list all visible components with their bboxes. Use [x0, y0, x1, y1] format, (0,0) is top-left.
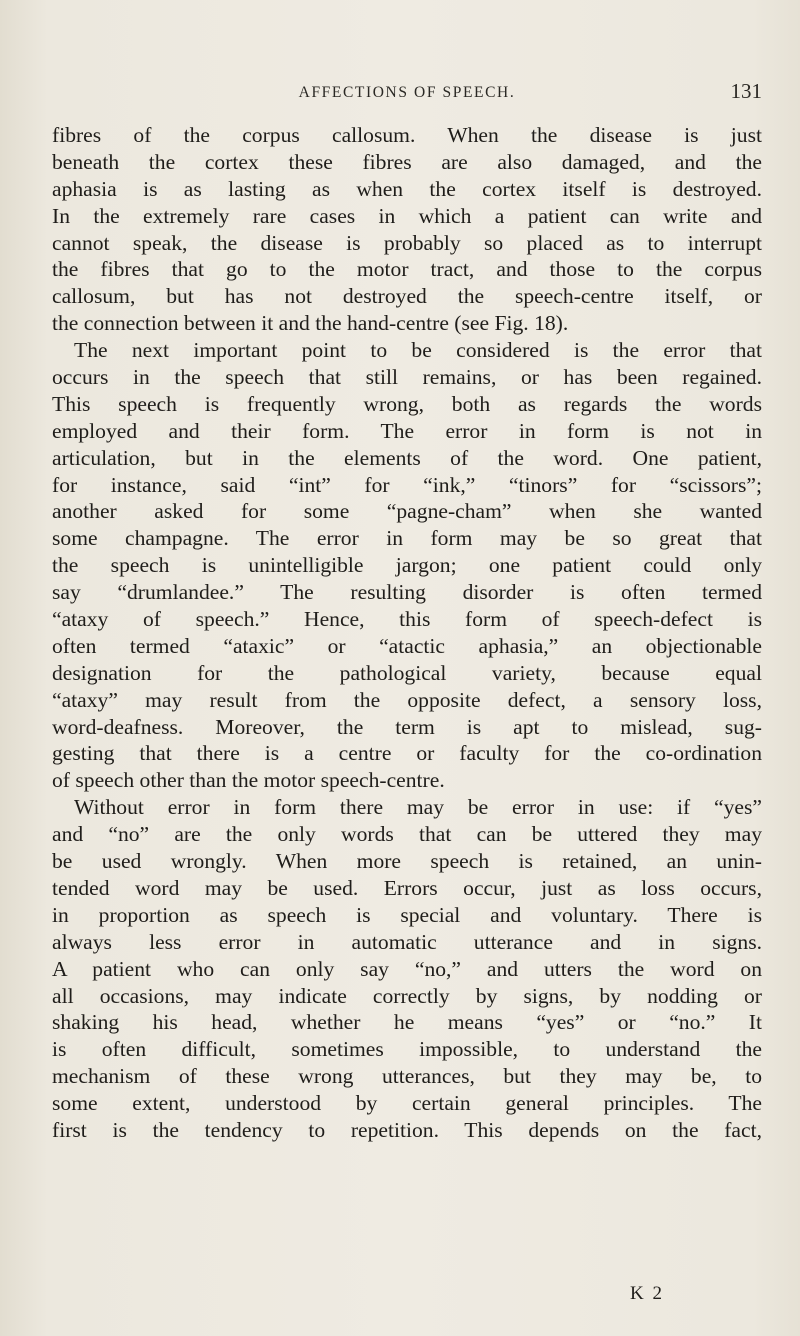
text-line: always less error in automatic utterance and in signs.	[52, 929, 762, 954]
text-line: occurs in the speech that still remains, or has been regained.	[52, 365, 762, 390]
text-line: of speech other than the motor speech-centre.	[52, 768, 445, 793]
text-line: Without error in form there may be error in use: if “yes”	[74, 795, 762, 820]
page-number: 131	[730, 79, 762, 103]
text-line: all occasions, may indicate correctly by signs, by nodding or	[52, 983, 762, 1008]
text-line: is often difficult, sometimes impossible, to understand the	[52, 1037, 762, 1062]
text-line: articulation, but in the elements of the word. One patient,	[52, 445, 762, 470]
text-line: another asked for some “pagne-cham” when she wanted	[52, 499, 762, 524]
text-line: and “no” are the only words that can be uttered they may	[52, 822, 762, 847]
text-line: “ataxy of speech.” Hence, this form of speech-defect is	[52, 607, 762, 632]
text-line: gesting that there is a centre or faculty for the co-ordination	[52, 741, 762, 766]
text-line: the speech is unintelligible jargon; one patient could only	[52, 553, 762, 578]
text-line: aphasia is as lasting as when the cortex itself is destroyed.	[52, 176, 762, 201]
text-line: some champagne. The error in form may be so great that	[52, 526, 762, 551]
text-line: some extent, understood by certain general principles. The	[52, 1091, 762, 1116]
text-line: first is the tendency to repetition. This depends on the fact,	[52, 1117, 762, 1142]
text-line: This speech is frequently wrong, both as regards the words	[52, 391, 762, 416]
text-line: shaking his head, whether he means “yes” or “no.” It	[52, 1010, 762, 1035]
text-line: fibres of the corpus callosum. When the disease is just	[52, 123, 762, 147]
text-line: often termed “ataxic” or “atactic aphasia,” an objectionable	[52, 633, 762, 658]
text-line: mechanism of these wrong utterances, but they may be, to	[52, 1064, 762, 1089]
text-line: beneath the cortex these fibres are also damaged, and the	[52, 149, 762, 174]
text-line: tended word may be used. Errors occur, just as loss occurs,	[52, 875, 762, 900]
text-line: employed and their form. The error in form is not in	[52, 418, 762, 443]
text-line: designation for the pathological variety, because equal	[52, 660, 762, 685]
text-line: in proportion as speech is special and voluntary. There is	[52, 902, 762, 927]
text-line: The next important point to be considered is the error that	[74, 338, 762, 363]
running-head: AFFECTIONS OF SPEECH.	[298, 84, 516, 101]
text-line: callosum, but has not destroyed the speech-centre itself, or	[52, 284, 762, 309]
body-text	[52, 122, 762, 1144]
text-line: say “drumlandee.” The resulting disorder is often termed	[52, 580, 762, 605]
text-line: word-deafness. Moreover, the term is apt to mislead, sug-	[52, 714, 762, 739]
signature-mark: K 2	[630, 1283, 664, 1304]
page-header	[52, 76, 762, 116]
text-line: cannot speak, the disease is probably so placed as to interrupt	[52, 230, 762, 255]
text-line: A patient who can only say “no,” and utters the word on	[52, 956, 762, 981]
text-line: the connection between it and the hand-centre (see Fig. 18).	[52, 311, 569, 336]
text-line: be used wrongly. When more speech is retained, an unin-	[52, 849, 762, 874]
text-line: In the extremely rare cases in which a patient can write and	[52, 203, 762, 228]
text-line: for instance, said “int” for “ink,” “tinors” for “scissors”;	[52, 472, 762, 497]
text-line: the fibres that go to the motor tract, and those to the corpus	[52, 257, 762, 282]
text-line: “ataxy” may result from the opposite defect, a sensory loss,	[52, 687, 762, 712]
